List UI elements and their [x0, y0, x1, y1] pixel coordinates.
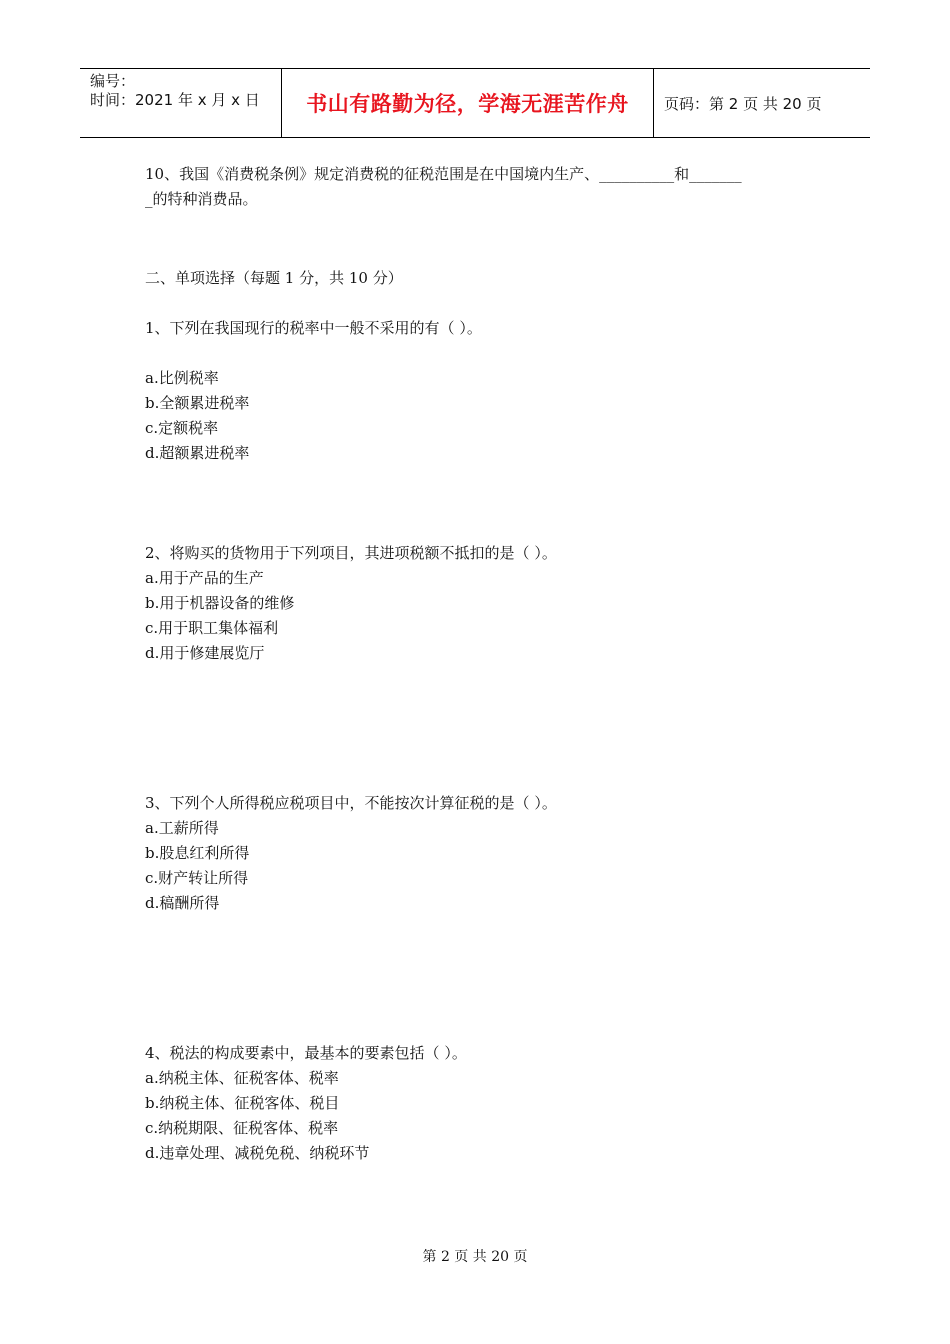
question-1-stem: 1、下列在我国现行的税率中一般不采用的有（ ）。 — [145, 319, 482, 337]
header-meta — [80, 69, 282, 137]
question-1-option-a: a.比例税率 — [145, 369, 219, 387]
page-header — [80, 68, 870, 138]
question-1-option-b: b.全额累进税率 — [145, 394, 250, 412]
header-time-label: 时间：2021 年 x 月 x 日 — [90, 91, 260, 109]
question-2-stem: 2、将购买的货物用于下列项目，其进项税额不抵扣的是（ ）。 — [145, 544, 557, 562]
header-motto-cell — [282, 69, 654, 137]
q10-line-2: _的特种消费品。 — [145, 190, 258, 208]
question-3-option-a: a.工薪所得 — [145, 819, 219, 837]
question-4-option-d: d.违章处理、减税免税、纳税环节 — [145, 1144, 370, 1162]
question-3-option-c: c.财产转让所得 — [145, 869, 249, 887]
question-4-option-a: a.纳税主体、征税客体、税率 — [145, 1069, 339, 1087]
document-body — [145, 162, 825, 1166]
header-page-cell — [654, 69, 870, 137]
question-2-option-d: d.用于修建展览厅 — [145, 644, 265, 662]
question-2-option-b: b.用于机器设备的维修 — [145, 594, 295, 612]
question-3-option-d: d.稿酬所得 — [145, 894, 220, 912]
header-number-label: 编号： — [90, 72, 136, 90]
header-page-label: 页码：第 2 页 共 20 页 — [664, 94, 822, 113]
question-2-option-c: c.用于职工集体福利 — [145, 619, 279, 637]
page-footer: 第 2 页 共 20 页 — [422, 1249, 528, 1265]
section-2-title: 二、单项选择（每题 1 分，共 10 分） — [145, 269, 403, 287]
question-3-stem: 3、下列个人所得税应税项目中，不能按次计算征税的是（ ）。 — [145, 794, 557, 812]
question-4-option-c: c.纳税期限、征税客体、税率 — [145, 1119, 339, 1137]
q10-line-1: 10、我国《消费税条例》规定消费税的征税范围是在中国境内生产、__________和_______ — [145, 165, 742, 183]
question-4-stem: 4、税法的构成要素中，最基本的要素包括（ ）。 — [145, 1044, 467, 1062]
question-1-option-c: c.定额税率 — [145, 419, 219, 437]
question-1-option-d: d.超额累进税率 — [145, 444, 250, 462]
question-4-option-b: b.纳税主体、征税客体、税目 — [145, 1094, 340, 1112]
header-motto: 书山有路勤为径，学海无涯苦作舟 — [306, 92, 629, 116]
question-2-option-a: a.用于产品的生产 — [145, 569, 264, 587]
question-3-option-b: b.股息红利所得 — [145, 844, 250, 862]
